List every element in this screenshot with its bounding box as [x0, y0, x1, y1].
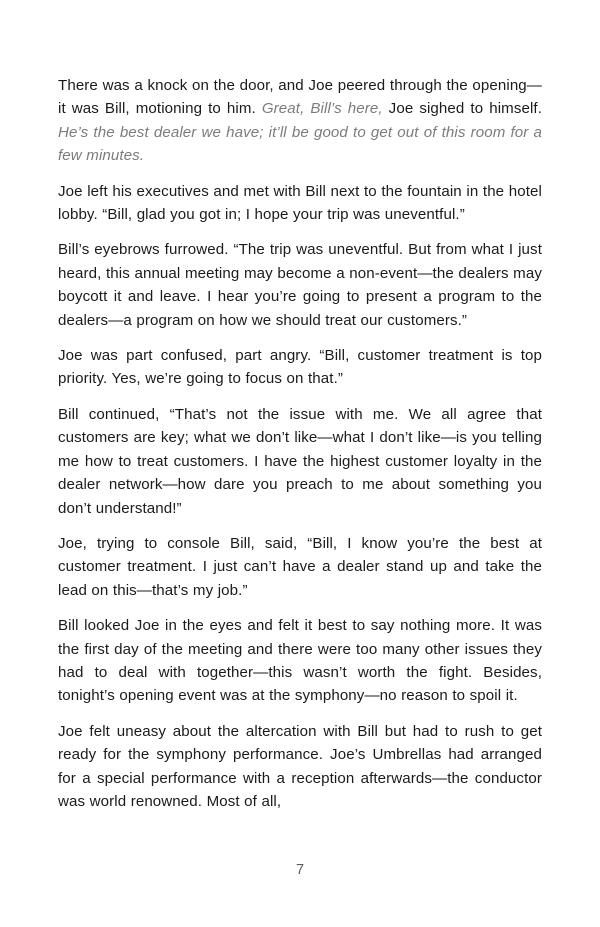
text-run: There was a knock on the door, and Joe peered through the opening—it was Bill, motioning to him. [58, 77, 542, 118]
text-run: Joe was part confused, part angry. “Bill, customer treatment is top priority. Yes, we’re going to focus on that.” [58, 347, 542, 388]
text-run: Bill’s eyebrows furrowed. “The trip was uneventful. But from what I just heard, this annual meeting may become a non-event—the dealers may boycott it and leave. I hear you’re going to present a program to the dealers—a program on how we should treat our customers.” [58, 241, 542, 329]
text-run: Joe sighed to himself. [388, 100, 543, 118]
text-run: Joe felt uneasy about the altercation with Bill but had to rush to get ready for the symphony performance. Joe’s Umbrellas had arranged for a special performance with a reception afterwards—the conductor was world renowned. Most of all, [58, 722, 542, 810]
text-run: Joe, trying to console Bill, said, “Bill, I know you’re the best at customer treatment. I just can’t have a dealer stand up and take the lead on this—that’s my job.” [58, 534, 542, 599]
paragraph [58, 614, 542, 708]
paragraph [58, 532, 542, 602]
paragraph [58, 720, 542, 814]
text-run: Bill continued, “That’s not the issue with me. We all agree that customers are key; what we don’t like—what I don’t like—is you telling me how to treat customers. I have the highest customer loyalty in the dealer network—how dare you preach to me about something you don’t understand!” [58, 405, 542, 517]
emphasis-run: He’s the best dealer we have; it’ll be good to get out of this room for a few minutes. [58, 123, 542, 165]
paragraph [58, 403, 542, 520]
page-body-text [58, 74, 542, 813]
emphasis-run: Great, Bill’s here, [261, 100, 389, 118]
page-number: 7 [295, 862, 305, 878]
paragraph [58, 344, 542, 391]
paragraph [58, 238, 542, 332]
text-run: Joe left his executives and met with Bill next to the fountain in the hotel lobby. “Bill, glad you got in; I hope your trip was uneventful.” [58, 182, 542, 224]
paragraph [58, 74, 542, 168]
paragraph [58, 180, 542, 227]
text-run: Bill looked Joe in the eyes and felt it best to say nothing more. It was the first day of the meeting and there were too many other issues they had to deal with together—this wasn’t worth the fight. Besides, tonight’s opening event was at the symphony—no reason to spoil it. [58, 617, 542, 705]
